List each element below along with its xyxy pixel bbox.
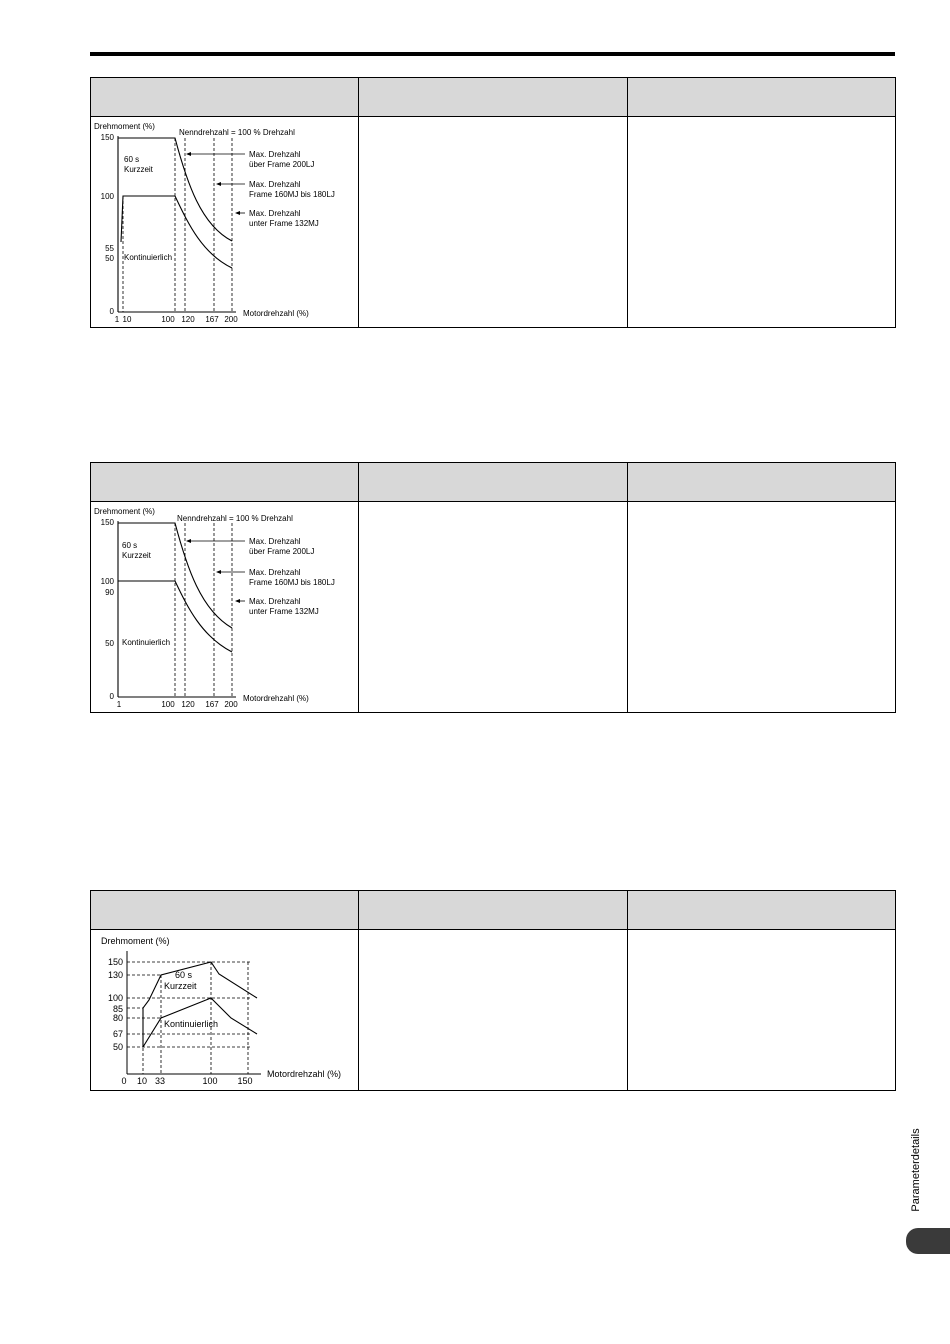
section-side-label-text: Parameterdetails: [910, 1128, 922, 1212]
table-cell: [359, 117, 628, 328]
limit-arrows: [187, 541, 245, 601]
y-tick-label: 150: [100, 133, 114, 142]
x-tick-label: 167: [205, 700, 219, 709]
table-row: [91, 930, 896, 1091]
x-tick-label: 1: [116, 700, 122, 709]
short-time-label-line2: Kurzzeit: [164, 981, 197, 991]
x-tick-label: 200: [224, 700, 238, 709]
header-cell: [628, 463, 896, 502]
arrowhead: [235, 211, 240, 215]
y-axis-label: Drehmoment (%): [94, 122, 155, 131]
y-tick-label: 150: [107, 957, 123, 967]
short-time-label-line1: 60 s: [122, 541, 138, 550]
continuous-label: Kontinuierlich: [124, 253, 173, 262]
limit-label-line2: Frame 160MJ bis 180LJ: [249, 190, 335, 199]
arrowhead: [235, 599, 240, 603]
y-tick-label: 100: [100, 192, 114, 201]
header-cell: [359, 78, 628, 117]
y-tick-label: 80: [112, 1013, 123, 1023]
y-tick-label: 0: [109, 692, 114, 701]
header-cell: [91, 463, 359, 502]
y-tick-label: 0: [109, 307, 114, 316]
x-tick-label: 10: [122, 315, 132, 324]
x-tick-label: 100: [161, 315, 175, 324]
y-tick-label: 150: [100, 518, 114, 527]
header-cell: [628, 891, 896, 930]
x-tick-labels: [115, 315, 238, 324]
table-header-row: [91, 78, 896, 117]
y-tick-label: 50: [105, 254, 114, 263]
y-tick-labels: [108, 957, 123, 1052]
limit-label-line1: Max. Drehzahl: [249, 597, 301, 606]
header-cell: [91, 78, 359, 117]
short-time-label-line2: Kurzzeit: [124, 165, 153, 174]
chart-cell: [91, 502, 359, 713]
limit-label-line1: Max. Drehzahl: [249, 568, 301, 577]
top-rule: [90, 52, 895, 56]
table-cell: [359, 502, 628, 713]
x-tick-label: 10: [136, 1076, 148, 1086]
y-axis-label: Drehmoment (%): [101, 936, 170, 946]
arrowhead: [216, 570, 221, 574]
table-header-row: [91, 463, 896, 502]
continuous-label: Kontinuierlich: [164, 1019, 219, 1029]
x-axis-label: Motordrehzahl (%): [267, 1069, 342, 1079]
y-tick-labels: [101, 518, 115, 701]
continuous-label: Kontinuierlich: [122, 638, 171, 647]
y-tick-label: 50: [112, 1042, 123, 1052]
rated-speed-label: Nenndrehzahl = 100 % Drehzahl: [177, 514, 293, 523]
table-cell: [359, 930, 628, 1091]
limit-label-line1: Max. Drehzahl: [249, 150, 301, 159]
torque-chart-1: [91, 117, 357, 327]
x-tick-label: 120: [181, 700, 195, 709]
chapter-tab: [906, 1228, 950, 1254]
table-cell: [628, 117, 896, 328]
x-tick-labels: [121, 1076, 252, 1086]
header-cell: [628, 78, 896, 117]
short-time-label-line1: 60 s: [175, 970, 193, 980]
limit-label-line2: unter Frame 132MJ: [249, 607, 319, 616]
header-cell: [91, 891, 359, 930]
parameter-table-2: [90, 462, 896, 713]
chart-cell: [91, 117, 359, 328]
x-axis-label: Motordrehzahl (%): [243, 694, 309, 703]
limit-label-line1: Max. Drehzahl: [249, 537, 301, 546]
y-tick-label: 130: [107, 970, 123, 980]
x-axis-label: Motordrehzahl (%): [243, 309, 309, 318]
arrowhead: [216, 182, 221, 186]
x-tick-labels: [117, 700, 238, 709]
table-cell: [628, 502, 896, 713]
y-tick-label: 100: [107, 993, 123, 1003]
x-tick-label: 167: [205, 315, 219, 324]
x-tick-label: 150: [237, 1076, 253, 1086]
y-tick-label: 85: [112, 1004, 123, 1014]
arrowhead: [186, 539, 191, 543]
short-time-label-line1: 60 s: [124, 155, 140, 164]
x-tick-label: 0: [121, 1076, 127, 1086]
limit-arrows: [187, 154, 245, 213]
short-time-label-line2: Kurzzeit: [122, 551, 151, 560]
header-cell: [359, 463, 628, 502]
section-side-label: [896, 1120, 936, 1220]
torque-chart-2: [91, 502, 357, 712]
y-tick-label: 100: [100, 577, 114, 586]
table-header-row: [91, 891, 896, 930]
arrowhead: [186, 152, 191, 156]
axes: [127, 951, 261, 1074]
limit-label-line2: über Frame 200LJ: [249, 547, 315, 556]
y-tick-label: 90: [105, 588, 114, 597]
parameter-table-3: [90, 890, 896, 1091]
x-tick-label: 100: [161, 700, 175, 709]
table-cell: [628, 930, 896, 1091]
x-tick-label: 1: [114, 315, 120, 324]
chart-cell: [91, 930, 359, 1091]
y-axis-label: Drehmoment (%): [94, 507, 155, 516]
limit-label-line2: über Frame 200LJ: [249, 160, 315, 169]
table-row: [91, 502, 896, 713]
x-tick-label: 33: [154, 1076, 166, 1086]
x-tick-label: 100: [202, 1076, 218, 1086]
rated-speed-label: Nenndrehzahl = 100 % Drehzahl: [179, 128, 295, 137]
y-tick-label: 50: [105, 639, 114, 648]
y-tick-label: 67: [112, 1029, 123, 1039]
limit-label-line2: unter Frame 132MJ: [249, 219, 319, 228]
y-tick-label: 55: [105, 244, 114, 253]
torque-chart-3: [91, 930, 357, 1090]
y-tick-labels: [101, 133, 115, 316]
table-row: [91, 117, 896, 328]
x-tick-label: 120: [181, 315, 195, 324]
guide-lines: [175, 523, 232, 697]
header-cell: [359, 891, 628, 930]
limit-label-line1: Max. Drehzahl: [249, 180, 301, 189]
parameter-table-1: [90, 77, 896, 328]
x-tick-label: 200: [224, 315, 238, 324]
limit-label-line2: Frame 160MJ bis 180LJ: [249, 578, 335, 587]
limit-label-line1: Max. Drehzahl: [249, 209, 301, 218]
